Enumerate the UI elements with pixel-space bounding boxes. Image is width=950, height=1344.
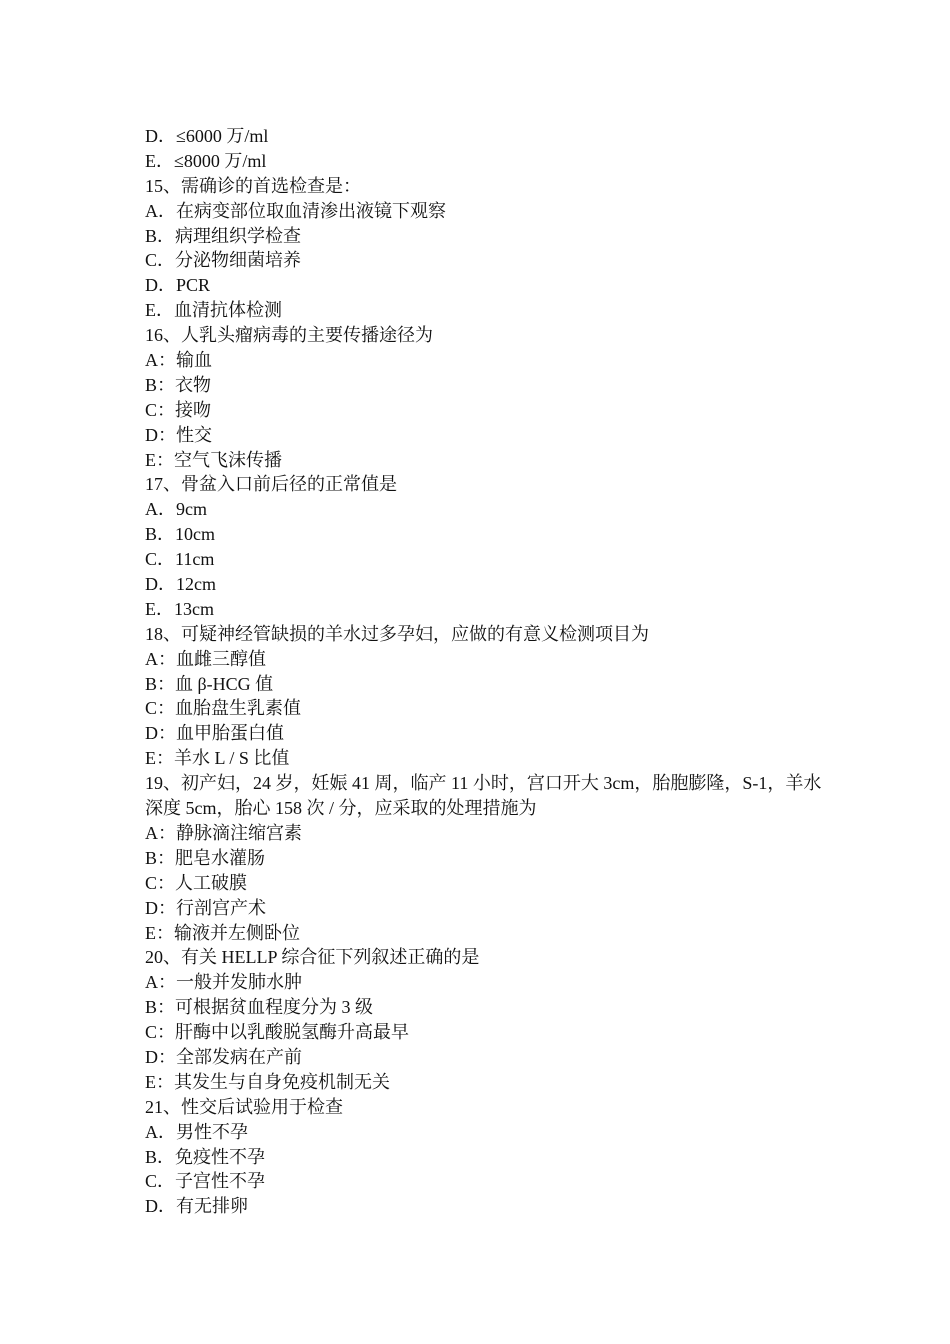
option-line: D：性交: [145, 424, 212, 445]
option-line: D．PCR: [145, 275, 211, 296]
option-line: A．9cm: [145, 499, 207, 520]
option-line: A．在病变部位取血清渗出液镜下观察: [145, 200, 446, 221]
option-line: E．血清抗体检测: [145, 300, 282, 321]
option-line: B：可根据贫血程度分为 3 级: [145, 997, 374, 1018]
option-line: B：衣物: [145, 374, 212, 395]
option-line: D：血甲胎蛋白值: [145, 723, 284, 744]
question-line: 19、初产妇，24 岁，妊娠 41 周，临产 11 小时，宫口开大 3cm，胎胞膨隆，S-1，羊水: [145, 773, 822, 794]
option-line: C：接吻: [145, 399, 212, 420]
document-page: [145, 124, 825, 1219]
option-line: C：肝酶中以乳酸脱氢酶升高最早: [145, 1022, 410, 1043]
option-line: C．子宫性不孕: [145, 1171, 266, 1192]
option-line: E．13cm: [145, 598, 214, 619]
option-line: E：羊水 L / S 比值: [145, 748, 290, 769]
option-line: C：人工破膜: [145, 872, 248, 893]
question-line: 17、骨盆入口前后径的正常值是: [145, 474, 397, 495]
option-line: E：其发生与自身免疫机制无关: [145, 1071, 390, 1092]
question-line: 20、有关 HELLP 综合征下列叙述正确的是: [145, 947, 480, 968]
option-line: A．男性不孕: [145, 1121, 248, 1142]
option-line: A：一般并发肺水肿: [145, 972, 302, 993]
option-line: B．10cm: [145, 524, 215, 545]
question-line: 18、可疑神经管缺损的羊水过多孕妇，应做的有意义检测项目为: [145, 623, 649, 644]
option-line: A：输血: [145, 350, 212, 371]
option-line: E．≤8000 万/ml: [145, 150, 267, 171]
option-line: A：静脉滴注缩宫素: [145, 822, 302, 843]
option-line: E：空气飞沫传播: [145, 449, 282, 470]
question-line-continued: 深度 5cm，胎心 158 次 / 分，应采取的处理措施为: [145, 798, 537, 819]
option-line: B．病理组织学检查: [145, 225, 302, 246]
option-line: B：肥皂水灌肠: [145, 847, 266, 868]
question-line: 21、性交后试验用于检查: [145, 1096, 343, 1117]
question-line: 15、需确诊的首选检查是：: [145, 175, 361, 196]
option-line: C：血胎盘生乳素值: [145, 698, 302, 719]
option-line: A：血雌三醇值: [145, 648, 266, 669]
option-line: C．11cm: [145, 549, 215, 570]
question-line: 16、人乳头瘤病毒的主要传播途径为: [145, 325, 433, 346]
option-line: C．分泌物细菌培养: [145, 250, 302, 271]
option-line: B：血 β-HCG 值: [145, 673, 274, 694]
option-line: E：输液并左侧卧位: [145, 922, 300, 943]
option-line: D．12cm: [145, 574, 216, 595]
option-line: D．≤6000 万/ml: [145, 126, 269, 146]
option-line: D．有无排卵: [145, 1196, 248, 1217]
option-line: D：行剖宫产术: [145, 897, 266, 918]
option-line: B．免疫性不孕: [145, 1146, 266, 1167]
option-line: D：全部发病在产前: [145, 1046, 302, 1067]
